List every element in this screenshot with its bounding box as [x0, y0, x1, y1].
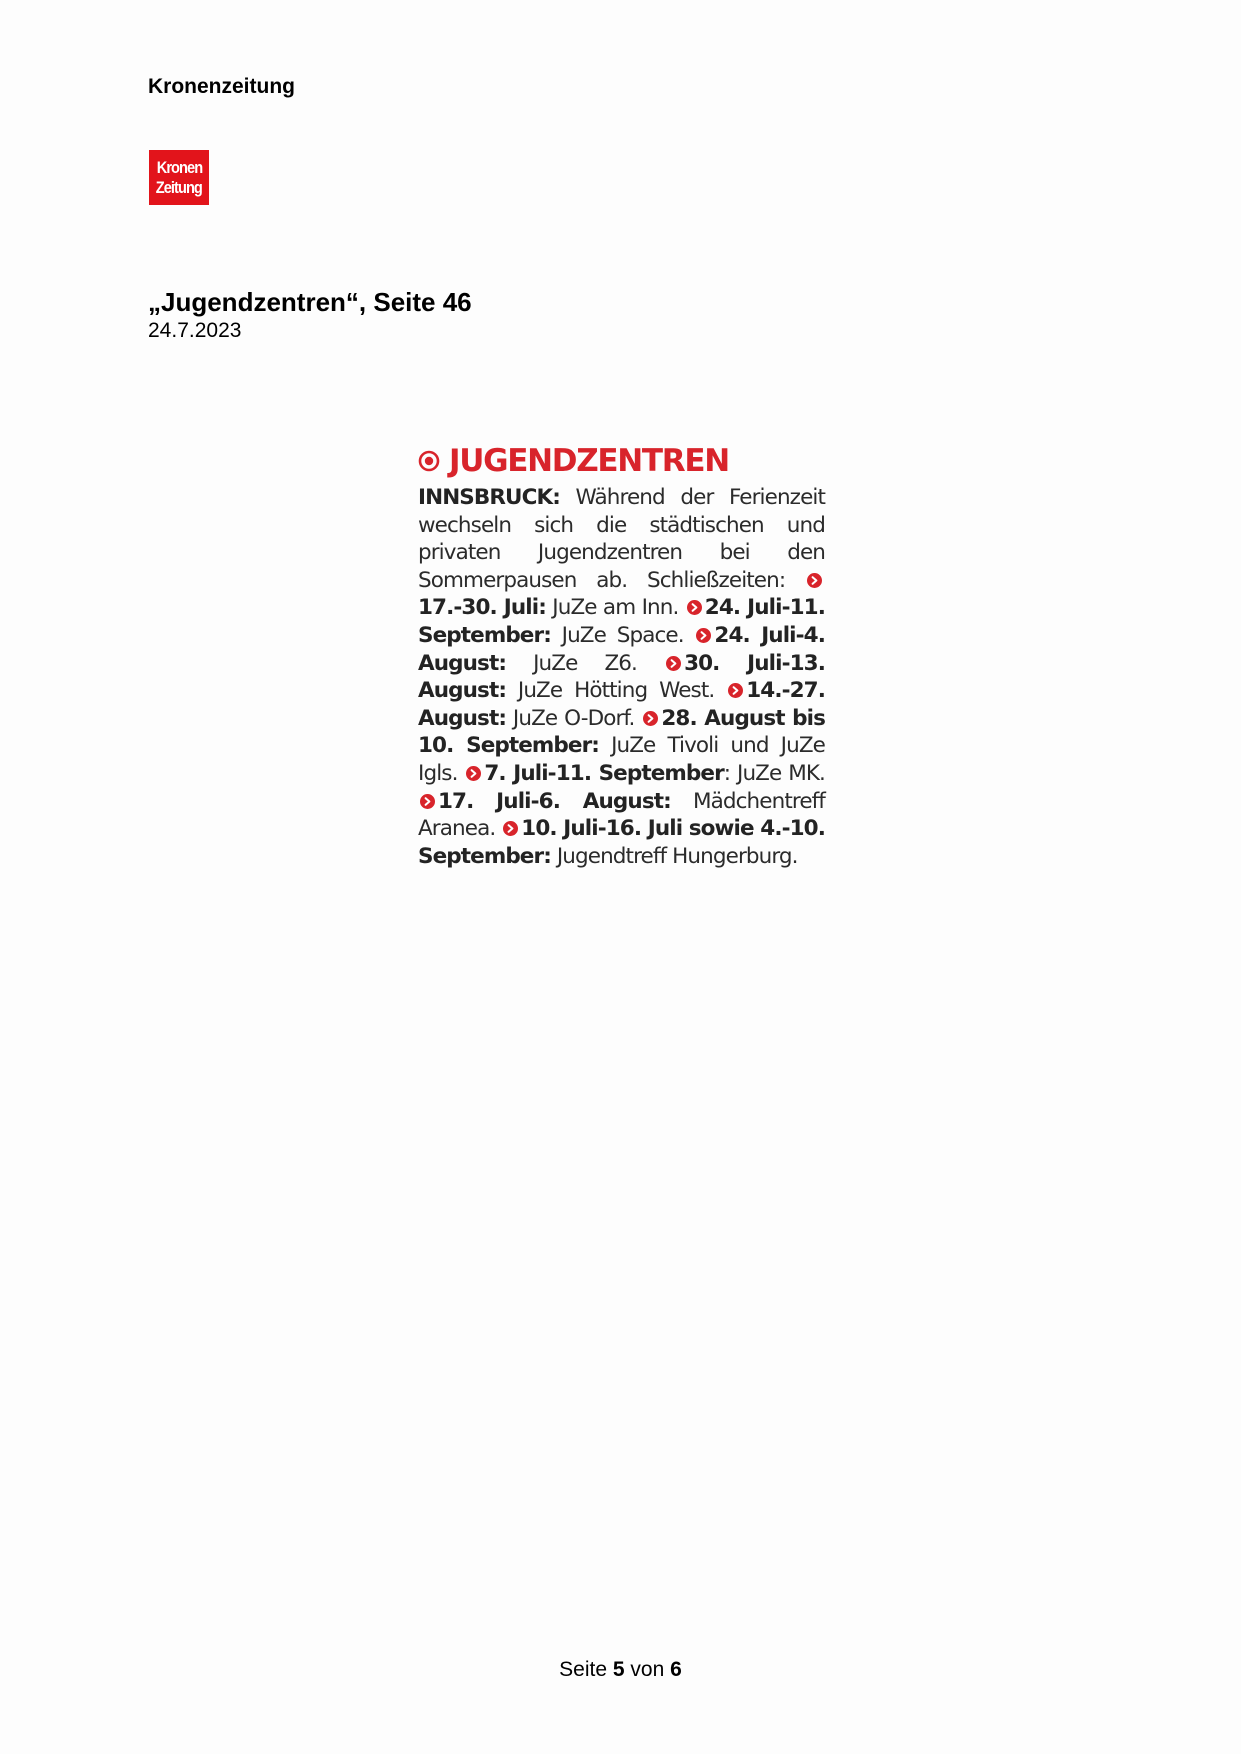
closure-dates: 28. August bis 10. September: [418, 705, 826, 759]
clipping-body [418, 484, 825, 870]
closure-dates: 24. Juli-4. August: [418, 622, 825, 676]
article-title: „Jugendzentren“, Seite 46 [148, 287, 472, 317]
arrow-bullet-icon [687, 600, 702, 615]
arrow-bullet-icon [807, 573, 822, 588]
arrow-bullet-icon [666, 656, 681, 671]
closure-location: JuZe Tivoli und JuZe Igls. [418, 733, 825, 786]
closure-location: JuZe Hötting West. [506, 678, 715, 704]
closure-location: JuZe Z6. [506, 650, 637, 676]
article-date: 24.7.2023 [148, 319, 242, 342]
closure-location: JuZe Space. [550, 622, 684, 648]
closure-dates: 17. Juli-6. August: [438, 788, 671, 814]
closure-dates: 7. Juli-11. September [484, 760, 724, 786]
arrow-bullet-icon [643, 711, 658, 726]
closure-location: Jugendtreff Hungerburg. [550, 843, 798, 869]
intro-label: INNSBRUCK: [418, 485, 560, 510]
intro-text: Während der Ferienzeit wechseln sich die städtischen und privaten Jugendzentren bei den Sommerpausen ab. Schließzeiten: [418, 485, 825, 593]
clipping-header [418, 442, 825, 480]
target-icon [418, 450, 440, 472]
closure-entries [418, 568, 825, 869]
closure-dates: 14.-27. August: [418, 678, 826, 731]
arrow-bullet-icon [420, 794, 435, 809]
closure-dates: 30. Juli-13. August: [418, 650, 826, 704]
logo-line-1: Kronen [156, 158, 202, 177]
arrow-bullet-icon [696, 628, 711, 643]
newspaper-clipping [418, 442, 825, 870]
clipping-heading: JUGENDZENTREN [449, 443, 729, 479]
closure-location: JuZe O-Dorf. [506, 705, 635, 731]
page-separator: von [630, 1658, 665, 1681]
closure-dates: 10. Juli-16. Juli sowie 4.-10. September: [418, 816, 825, 869]
closure-location: JuZe am Inn. [545, 595, 679, 621]
closure-dates: 24. Juli-11. September: [418, 595, 825, 648]
arrow-bullet-icon [728, 683, 743, 698]
total-pages: 6 [670, 1658, 682, 1681]
kronen-zeitung-logo [149, 150, 209, 205]
logo-line-2: Zeitung [155, 178, 203, 197]
current-page: 5 [612, 1658, 625, 1681]
closure-location: : JuZe MK. [723, 760, 825, 786]
page-footer [0, 1657, 1241, 1683]
arrow-bullet-icon [503, 821, 518, 836]
closure-dates: 17.-30. Juli: [418, 595, 546, 621]
arrow-bullet-icon [466, 766, 481, 781]
publication-name: Kronenzeitung [148, 75, 295, 98]
closure-location: Mädchentreff Aranea. [418, 788, 825, 842]
page-prefix: Seite [559, 1658, 608, 1681]
